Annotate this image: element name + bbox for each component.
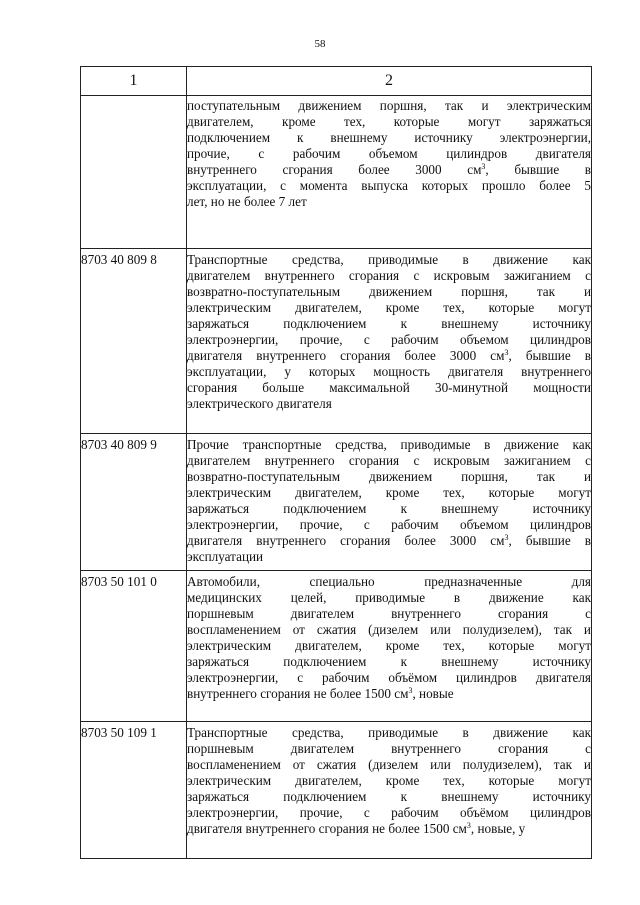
description-line: лет, но не более 7 лет [187,194,307,209]
column-header-description: 2 [187,67,592,96]
description-line: поступательным движением поршня, так и электрическим [187,98,591,113]
description-line: медицинских целей, приводимые в движение как [187,590,591,605]
description-line: заряжаться подключением к внешнему источнику [187,316,591,331]
description-line: электрического двигателя [187,396,332,411]
description-line: эксплуатации [187,549,264,564]
description-cell [187,249,592,434]
description-line: возвратно-поступательным движением поршня, так и [187,469,591,484]
column-header-code: 1 [81,67,187,96]
description-line: внутреннего сгорания не более 1500 $см^3$, новые [187,686,454,701]
table-row [81,434,592,571]
commodity-code-cell [81,571,187,722]
commodity-code-cell [81,249,187,434]
description-line: Транспортные средства, приводимые в движение как [187,725,591,740]
description-line: электрическим двигателем, кроме тех, которые могут [187,638,591,653]
commodity-code: 8703 50 109 1 [81,725,157,740]
description-line: Прочие транспортные средства, приводимые в движение как [187,437,591,452]
description-line: электроэнергии, прочие, с рабочим объёмом цилиндров [187,805,591,820]
description-line: двигателя внутреннего сгорания не более 1500 $см^3$, новые, у [187,821,526,836]
commodity-code-cell [81,96,187,249]
description-line: двигателем, кроме тех, которые могут заряжаться [187,114,591,129]
tariff-table [80,66,592,859]
commodity-code: 8703 40 809 8 [81,252,157,267]
description-line: заряжаться подключением к внешнему источнику [187,654,591,669]
description-line: поршневым двигателем внутреннего сгорания с [187,606,591,621]
description-cell [187,722,592,859]
description-line: эксплуатации, с момента выпуска которых прошло более 5 [187,178,591,193]
description-line: двигателем внутреннего сгорания с искровым зажиганием с [187,453,591,468]
description-line: заряжаться подключением к внешнему источнику [187,501,591,516]
table-row [81,722,592,859]
description-line: двигателя внутреннего сгорания более 3000 $см^3$, бывшие в [187,533,591,548]
description-line: подключением к внешнему источнику электроэнергии, [187,130,591,145]
page-number: 58 [314,38,326,50]
superscript: 3 [481,162,486,171]
commodity-code-cell [81,434,187,571]
table-row [81,96,592,249]
description-line: двигателя внутреннего сгорания более 3000 $см^3$, бывшие в [187,348,591,363]
description-cell [187,434,592,571]
commodity-code: 8703 40 809 9 [81,437,157,452]
description-line: поршневым двигателем внутреннего сгорания с [187,741,591,756]
table-row [81,249,592,434]
description-line: сгорания больше максимальной 30-минутной мощности [187,380,591,395]
description-line: электрическим двигателем, кроме тех, которые могут [187,773,591,788]
description-cell [187,96,592,249]
description-line: воспламенением от сжатия (дизелем или полудизелем), так и [187,757,591,772]
description-cell [187,571,592,722]
description-line: возвратно-поступательным движением поршня, так и [187,284,591,299]
description-line: двигателем внутреннего сгорания с искровым зажиганием с [187,268,591,283]
description-line: воспламенением от сжатия (дизелем или полудизелем), так и [187,622,591,637]
description-line: прочие, с рабочим объемом цилиндров двигателя [187,146,591,161]
description-line: электрическим двигателем, кроме тех, которые могут [187,485,591,500]
superscript: 3 [504,533,509,542]
commodity-code: 8703 50 101 0 [81,574,157,589]
superscript: 3 [408,686,413,695]
superscript: 3 [466,821,471,830]
description-line: электроэнергии, прочие, с рабочим объемом цилиндров [187,332,591,347]
description-line: внутреннего сгорания более 3000 $см^3$, бывшие в [187,162,591,177]
description-line: электроэнергии, с рабочим объёмом цилиндров двигателя [187,670,591,685]
description-line: эксплуатации, у которых мощность двигателя внутреннего [187,364,591,379]
description-line: электрическим двигателем, кроме тех, которые могут [187,300,591,315]
description-line: заряжаться подключением к внешнему источнику [187,789,591,804]
description-line: Автомобили, специально предназначенные для [187,574,591,589]
description-line: электроэнергии, прочие, с рабочим объемом цилиндров [187,517,591,532]
commodity-code [81,96,186,98]
commodity-code-cell [81,722,187,859]
table-row [81,571,592,722]
description-line: Транспортные средства, приводимые в движение как [187,252,591,267]
table-header-row [81,67,592,96]
superscript: 3 [504,348,509,357]
